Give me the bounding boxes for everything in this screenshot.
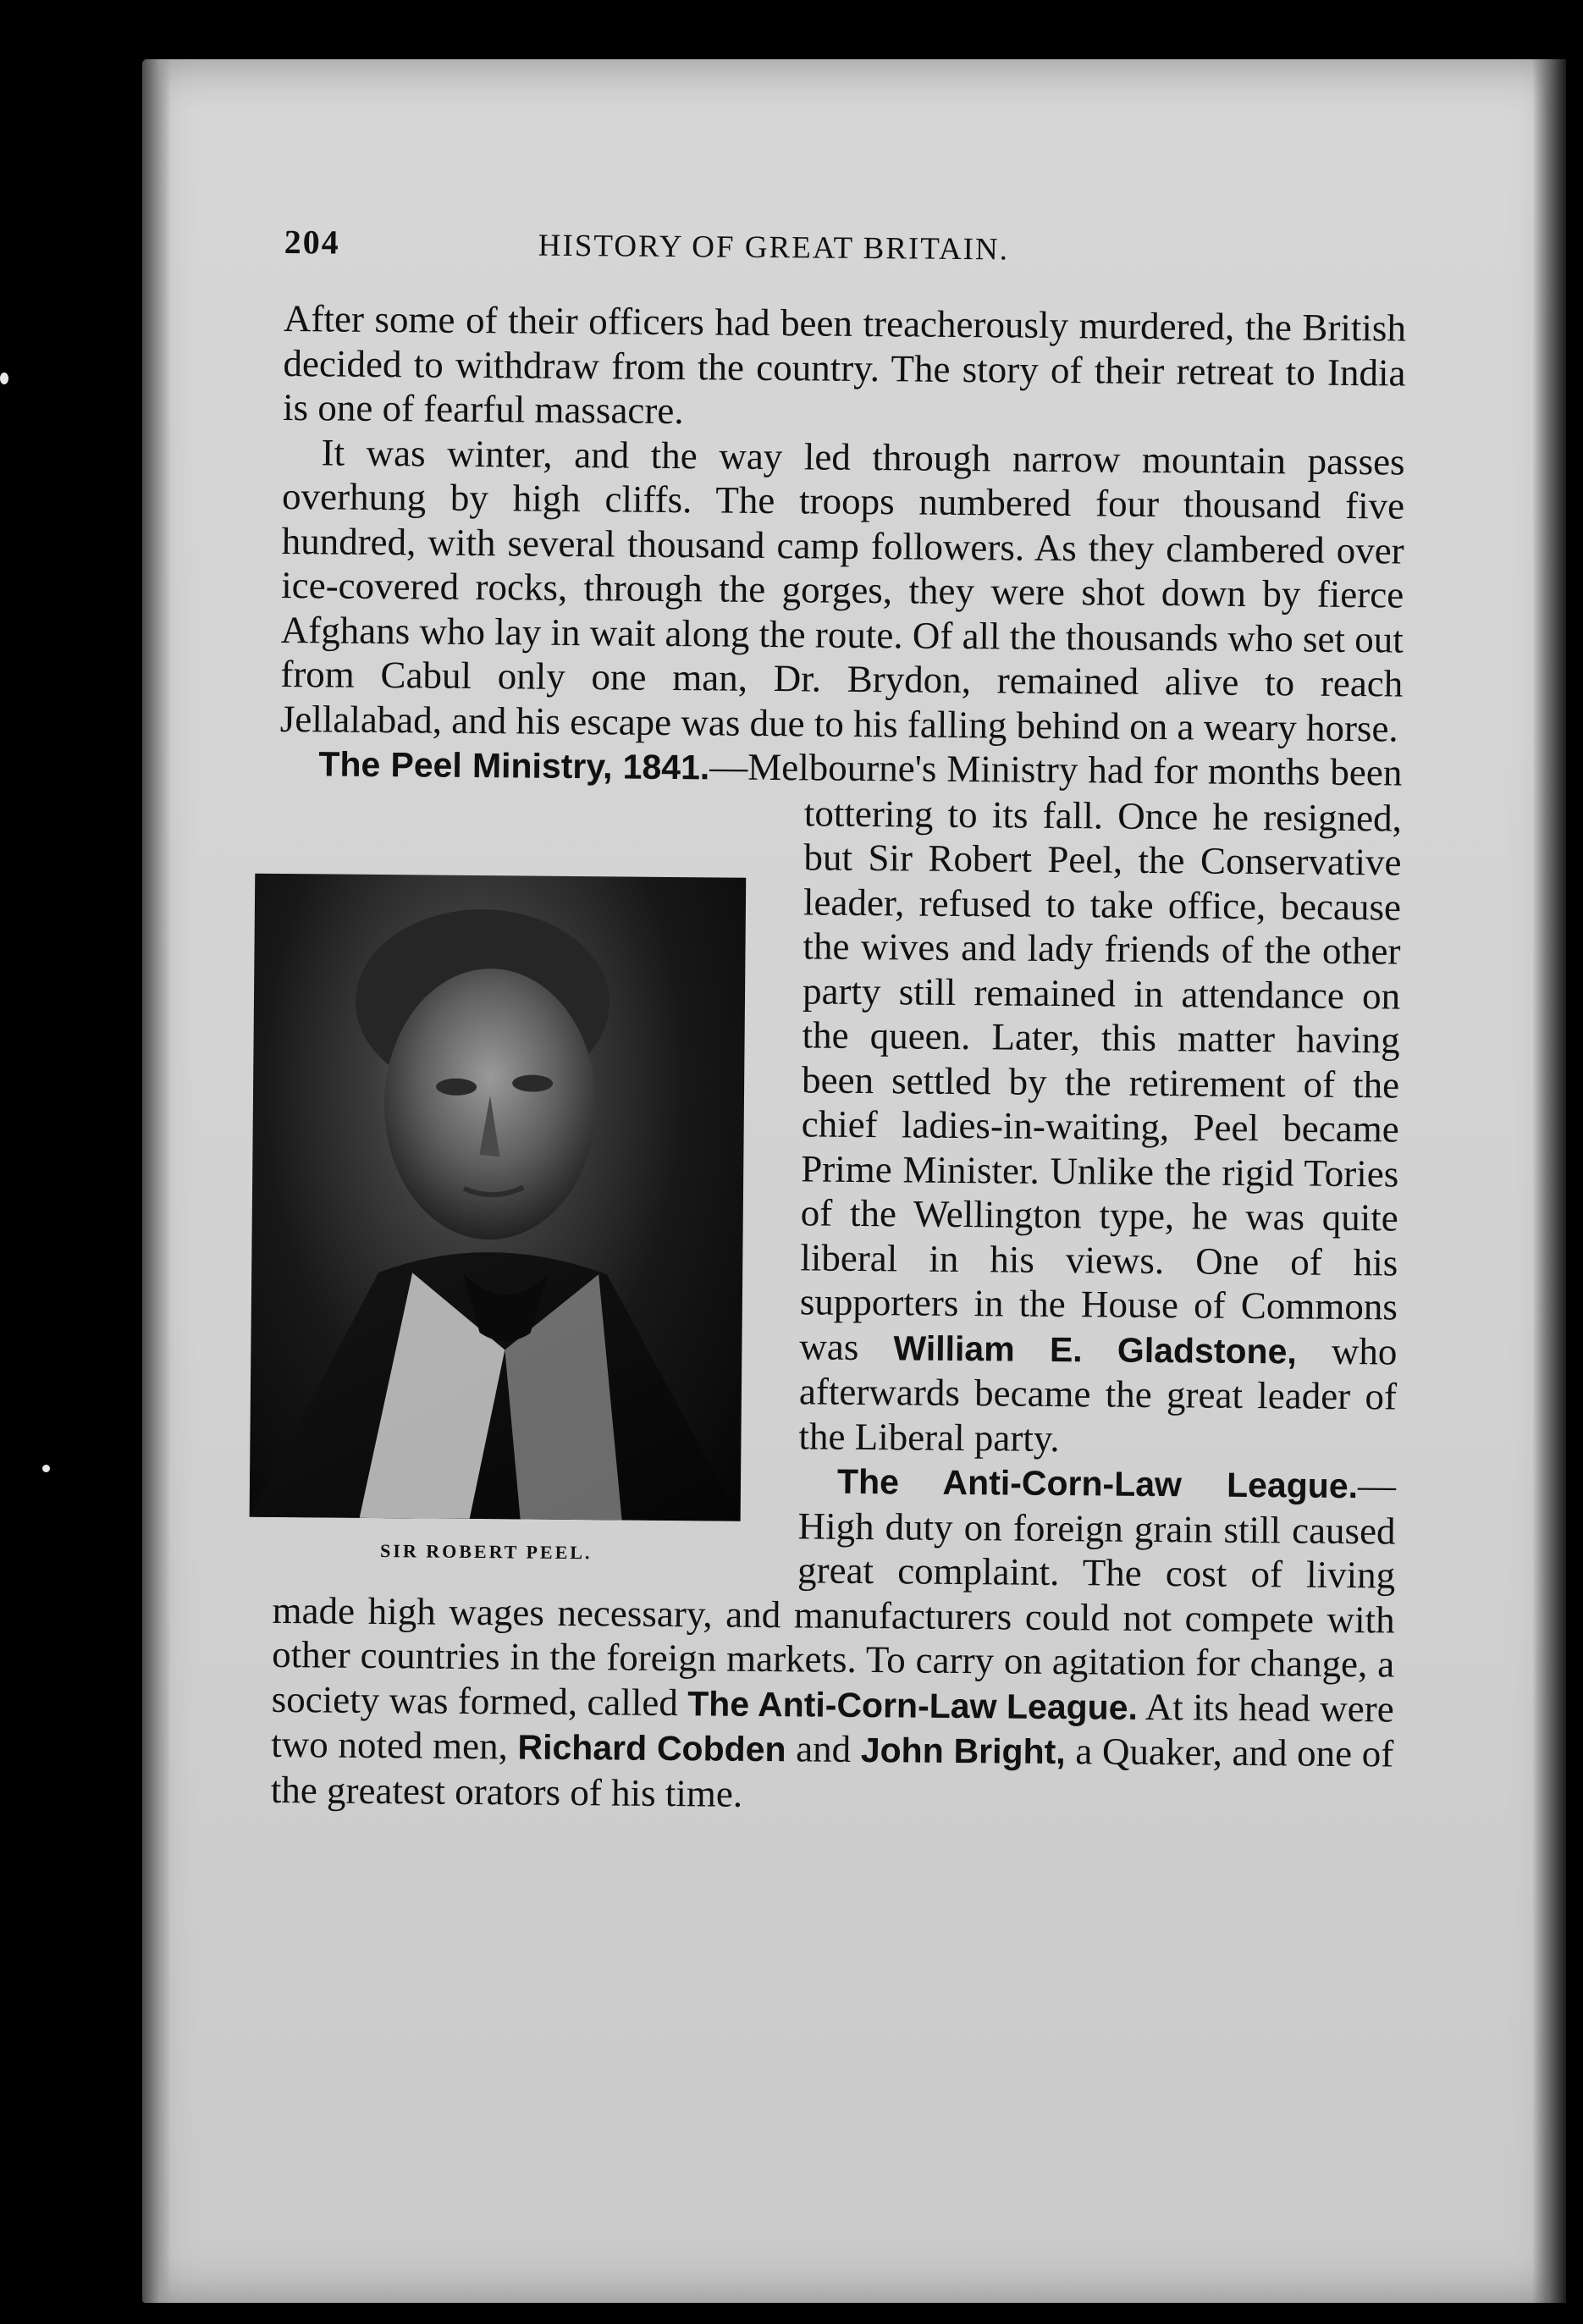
league-text-a: —High duty on foreign grain still caused great complaint. The cost of living made high wages necessary, and manufacturers could not compete with other countries in the foreign markets. To carry on agitation for change, a society was formed, called	[271, 1464, 1397, 1724]
page-content	[271, 222, 1407, 1821]
bold-league-name: The Anti-Corn-Law League.	[687, 1683, 1139, 1727]
bold-bright: John Bright,	[860, 1731, 1066, 1772]
paragraph-1: After some of their officers had been treacherously murdered, the British decided to withdraw from the country. The story of their retreat to India is one of fearful massacre.	[282, 296, 1407, 433]
paragraph-2: It was winter, and the way led through narrow mountain passes overhung by high cliffs. The troops numbered four thousand five hundred, with several thousand camp followers. As they clambered over ice-covered rocks, through the gorges, they were shot down by fierce Afghans who lay in wait along the route. Of all the thousands who set out from Cabul only one man, Dr. Brydon, remained alive to reach Jellalabad, and his escape was due to his falling behind on a weary horse.	[279, 430, 1405, 750]
league-text-d: a Quaker, and one of the greatest orators of his time.	[270, 1730, 1394, 1815]
bold-gladstone: William E. Gladstone,	[893, 1328, 1297, 1371]
book-page	[142, 59, 1566, 2303]
figure-caption: SIR ROBERT PEEL.	[379, 1540, 593, 1564]
peel-text-a: —Melbourne's Ministry had for months been tottering to its fall. Once he resigned, but Sir Robert Peel, the Conservative leader, refused to take office, because the wives and lady friends of the other party still remained in attendance on the queen. Later, this matter having been settled by the retirement of the chief ladies-in-waiting, Peel became Prime Minister. Unlike the rigid Tories of the Wellington type, he was quite liberal in his views. One of his supporters in the House of Commons was	[709, 745, 1403, 1368]
section-heading-peel-ministry: The Peel Ministry, 1841.	[318, 744, 710, 787]
page-number: 204	[284, 222, 340, 262]
edge-speck	[0, 373, 8, 384]
portrait-figure	[249, 874, 780, 1564]
league-text-c: and	[786, 1727, 862, 1771]
section-heading-anti-corn-law: The Anti-Corn-Law League.	[836, 1461, 1359, 1506]
peel-text-b: who afterwards became the great leader of the Liberal party.	[798, 1328, 1398, 1460]
page-right-edge	[1532, 59, 1566, 2303]
bold-cobden: Richard Cobden	[517, 1727, 786, 1769]
edge-speck	[42, 1465, 50, 1472]
league-text-b: At its head were two noted men,	[271, 1685, 1394, 1768]
portrait-image	[250, 874, 747, 1521]
running-head	[284, 222, 1407, 291]
page-left-edge	[142, 59, 171, 2303]
portrait-illustration	[250, 874, 747, 1521]
running-title: HISTORY OF GREAT BRITAIN.	[538, 228, 1010, 268]
